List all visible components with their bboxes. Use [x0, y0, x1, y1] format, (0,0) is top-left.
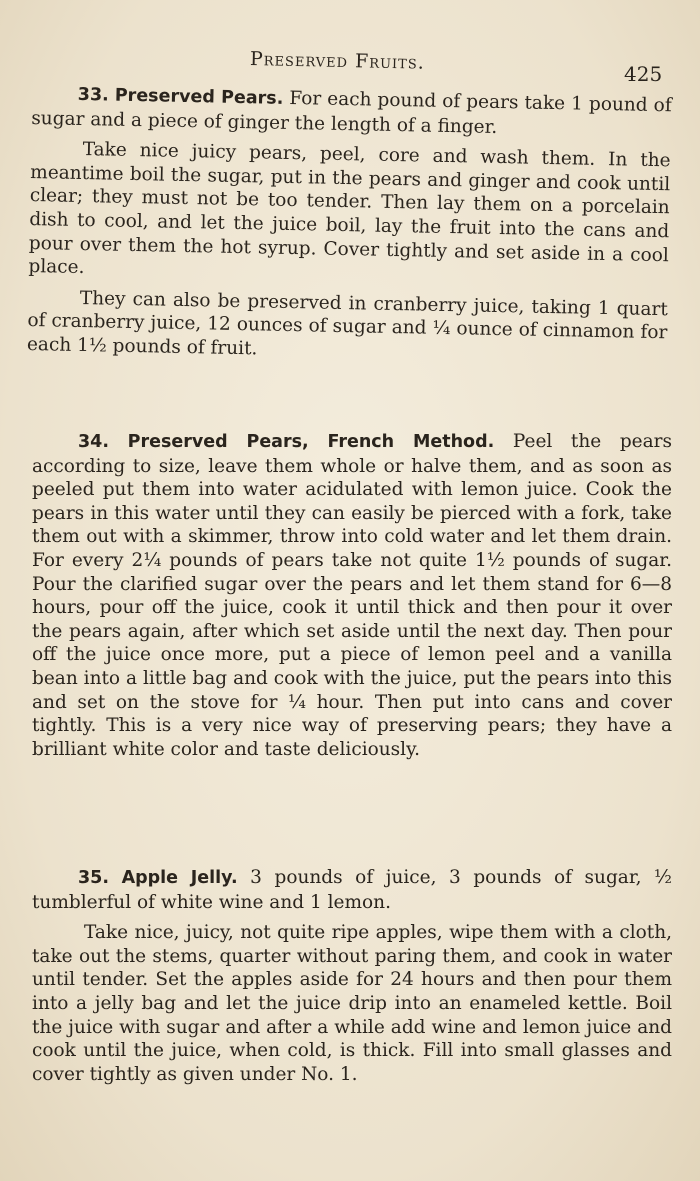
recipe-title: Preserved Pears. [114, 85, 284, 109]
page-header [0, 44, 700, 86]
recipe-34 [32, 430, 672, 761]
recipe-33 [27, 82, 672, 369]
page-number: 425 [624, 62, 663, 86]
running-head: Preserved Fruits. [249, 48, 426, 74]
recipe-35 [32, 866, 672, 1086]
recipe-intro-text: Peel the pears according to size, leave them whole or halve them, and as soon as peeled put them into water acidulated with lemon juice. Cook the pears in this water until they can easily be pierced with a fork, take them out with a skimmer, throw into cold water and let them drain. For every 2¼ pounds of pears take not quite 1½ pounds of sugar. Pour the clarified sugar over the pears and let them stand for 6—8 hours, pour off the juice, cook it until thick and then pour it over the pears again, after which set aside until the next day. Then pour off the juice once more, put a piece of lemon peel and a vanilla bean into a little bag and cook with the juice, put the pears into this and set on the stove for ¼ hour. Then put into cans and cover tightly. This is a very nice way of preserving pears; they have a brilliant white color and taste deliciously. [32, 431, 672, 760]
recipe-intro-text: 3 pounds of juice, 3 pounds of sugar, ½ tumblerful of white wine and 1 lemon. [32, 867, 672, 913]
recipe-intro [31, 82, 672, 142]
recipe-number: 33. [77, 84, 109, 106]
recipe-number: 35. [78, 868, 110, 888]
recipe-title: Preserved Pears, French Method. [127, 432, 495, 452]
recipe-paragraph: They can also be preserved in cranberry juice, taking 1 quart of cranberry juice, 12 ounces of sugar and ¼ ounce of cinnamon for each 1½ pounds of fruit. [26, 287, 668, 360]
recipe-intro [32, 430, 672, 761]
recipe-title: Apple Jelly. [121, 868, 238, 888]
recipe-paragraph: Take nice, juicy, not quite ripe apples, wipe them with a cloth, take out the stems, quarter without paring them, and cook in water until tender. Set the apples aside for 24 hours and then pour them into a jelly bag and let the juice drip into an enameled kettle. Boil the juice with sugar and after a while add wine and lemon juice and cook until the juice, when cold, is thick. Fill into small glasses and cover tightly as given under No. 1. [32, 922, 672, 1085]
recipe-paragraph: Take nice juicy pears, peel, core and wash them. In the meantime boil the sugar, put in the pears and ginger and cook until clear; they must not be too tender. Then lay them on a porcelain dish to cool, and let the juice boil, lay the fruit into the cans and pour over them the hot syrup. Cover tightly and set aside in a cool place. [28, 139, 671, 279]
recipe-intro-text: For each pound of pears take 1 pound of sugar and a piece of ginger the length of a finger. [31, 87, 672, 138]
recipe-number: 34. [78, 432, 110, 452]
recipe-intro [32, 866, 672, 914]
